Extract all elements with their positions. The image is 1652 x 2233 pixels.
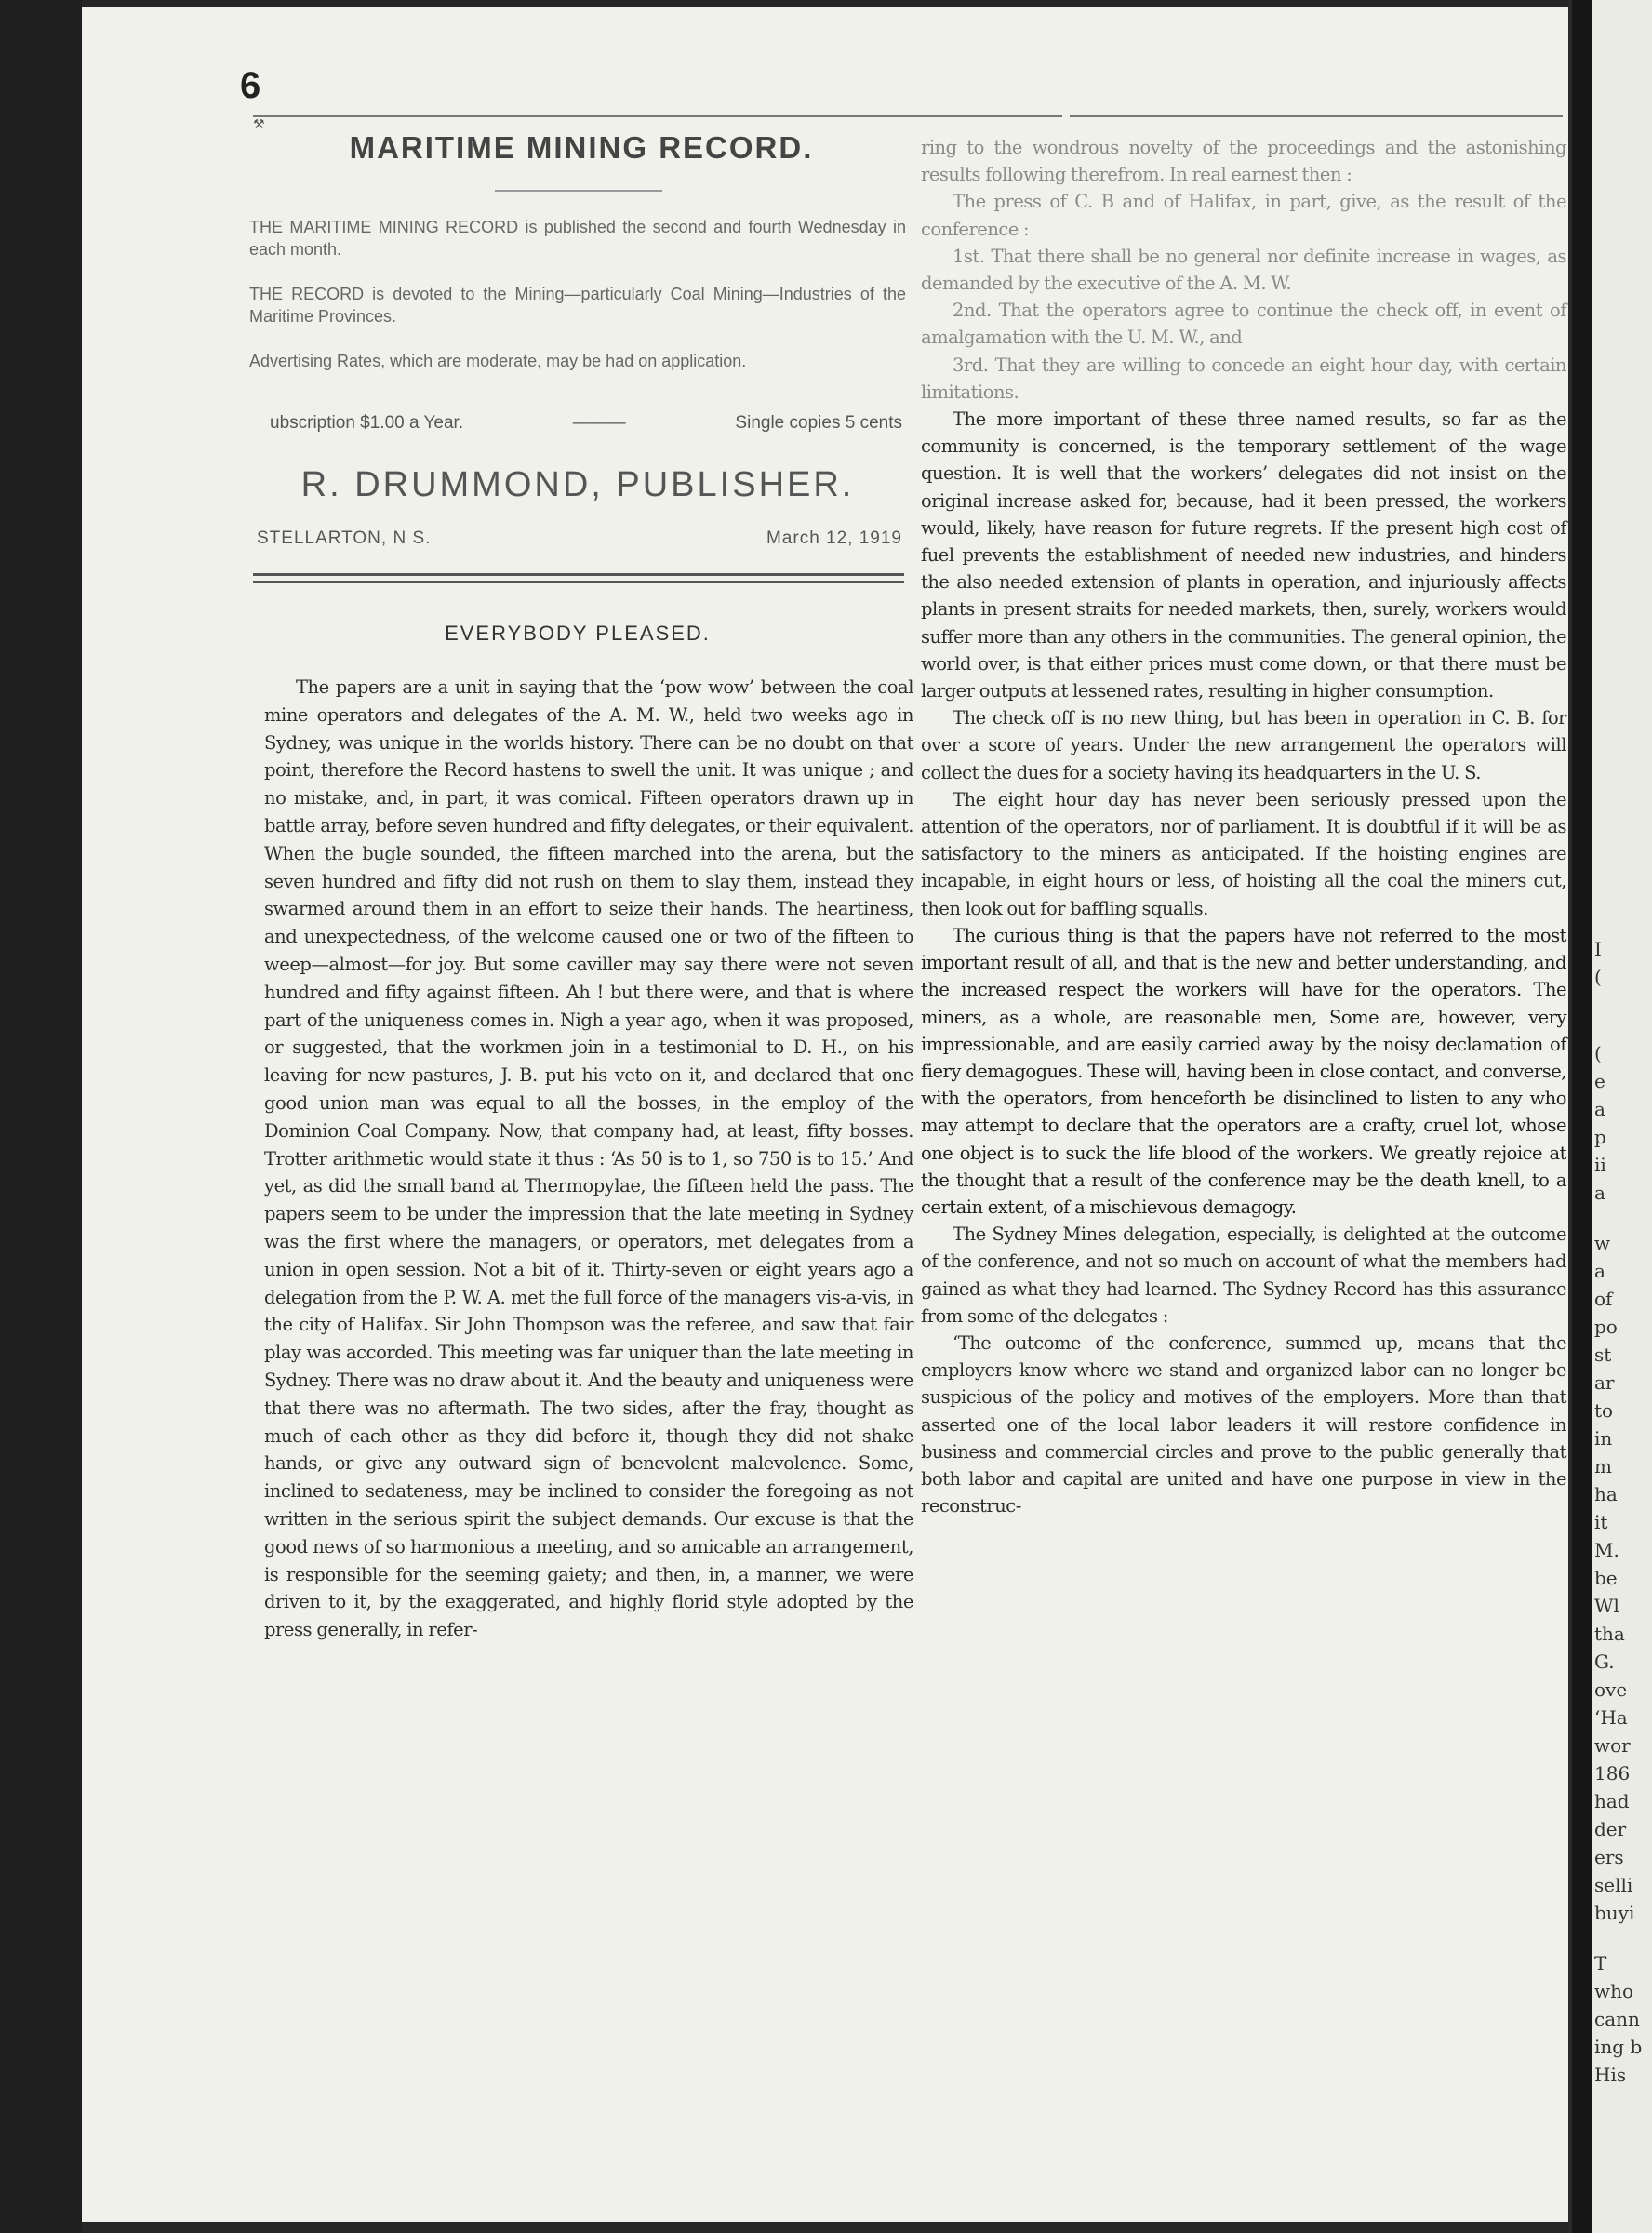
next-page-fragment: a [1594, 1182, 1605, 1204]
article-paragraph: The curious thing is that the papers have not referred to the most important result of all, and that is the new and better understanding, and the increased respect the workers will have for the operators. The miners, as a whole, are reasonable men, Some are, however, very impressionable, and are easily carried away by the noisy declamation of fiery demagogues. These will, having been in close contact, and converse, with the operators, from henceforth be disinclined to listen to any who may attempt to declare that the operators are a crafty, cruel lot, whose one object is to suck the life blood of the workers. We greatly rejoice at the thought that a result of the conference may be the death knell, to a certain extent, of a mischievous demagogy. [921, 924, 1566, 1218]
info-publication: THE MARITIME MINING RECORD is published the second and fourth Wednesday in each month. [249, 218, 906, 259]
next-page-fragment: buyi [1594, 1902, 1635, 1924]
info-devoted: THE RECORD is devoted to the Mining—particularly Coal Mining—Industries of the Maritime Provinces. [249, 285, 906, 326]
dateline [257, 528, 902, 549]
next-page-fragment: ha [1594, 1483, 1618, 1505]
next-page-fragment: a [1594, 1098, 1605, 1120]
next-page-fragment: p [1594, 1126, 1606, 1148]
next-page-fragment: ( [1594, 1042, 1602, 1064]
scan-frame-left [0, 0, 82, 2233]
next-page-fragment: M. [1594, 1539, 1619, 1561]
next-page-fragment: G. [1594, 1651, 1615, 1673]
next-page-fragment: had [1594, 1790, 1630, 1812]
masthead-double-rule-bottom [253, 581, 904, 583]
masthead-double-rule-top [253, 573, 904, 576]
masthead-rule [495, 190, 662, 192]
next-page-fragment: I [1594, 938, 1602, 960]
next-page-fragment: wor [1594, 1734, 1631, 1757]
article-headline: EVERYBODY PLEASED. [445, 622, 711, 645]
top-rule-left [253, 115, 1062, 117]
next-page-fragment: T [1594, 1952, 1607, 1974]
publisher-name: R. DRUMMOND, PUBLISHER. [300, 465, 855, 504]
article-column-left [264, 674, 913, 1644]
article-paragraph: ‘The outcome of the conference, summed up, means that the employers know where we stand and organized labor can no longer be suspicious of the policy and motives of the employers. More than that asserted one of the local labor leaders it will restore confidence in business and commercial circles and prove to the public generally that both labor and capital are united and have one purpose in view in the reconstruc- [921, 1331, 1566, 1518]
next-page-fragment: tha [1594, 1623, 1625, 1645]
next-page-fragment: be [1594, 1567, 1618, 1589]
next-page-fragment: w [1594, 1232, 1611, 1254]
subscription-line [270, 413, 902, 434]
next-page-fragment: der [1594, 1818, 1627, 1840]
next-page-fragment: 186 [1594, 1762, 1631, 1785]
article-paragraph: 2nd. That the operators agree to continue the check off, in event of amalgamation with the U. M. W., and [921, 300, 1566, 349]
next-page-fragment: of [1594, 1288, 1613, 1310]
next-page-fragment: po [1594, 1316, 1618, 1338]
issue-date: March 12, 1919 [766, 528, 902, 548]
next-page-edge [1592, 0, 1652, 2233]
next-page-fragment: m [1594, 1455, 1612, 1478]
article-column-right [921, 134, 1566, 1519]
corner-mark: ⚒ [253, 117, 265, 132]
article-paragraph: The press of C. B and of Halifax, in part, give, as the result of the conference : [921, 191, 1566, 240]
next-page-fragment: to [1594, 1399, 1614, 1422]
next-page-fragment: ( [1594, 966, 1602, 988]
next-page-fragment: ers [1594, 1846, 1624, 1868]
next-page-fragment: His [1594, 2064, 1627, 2086]
next-page-fragment: ar [1594, 1371, 1615, 1394]
next-page-fragment: selli [1594, 1874, 1633, 1896]
next-page-fragment: who [1594, 1980, 1634, 2002]
next-page-fragment: st [1594, 1344, 1612, 1366]
masthead-title: MARITIME MINING RECORD. [349, 130, 814, 165]
publisher-place: STELLARTON, N S. [257, 528, 432, 548]
article-paragraph: The eight hour day has never been seriously pressed upon the attention of the operators, nor of parliament. It is doubtful if it will be as satisfactory to the miners as anticipated. If the hoisting engines are incapable, in eight hours or less, of hoisting all the coal the miners cut, then look out for baffling squalls. [921, 788, 1566, 919]
article-paragraph: 1st. That there shall be no general nor definite increase in wages, as demanded by the executive of the A. M. W. [921, 245, 1566, 295]
article-paragraph: ring to the wondrous novelty of the proceedings and the astonishing results following therefrom. In real earnest then : [921, 137, 1566, 186]
next-page-fragment: e [1594, 1070, 1605, 1092]
top-rule-right [1070, 115, 1563, 117]
next-page-fragment: ‘Ha [1594, 1706, 1628, 1729]
next-page-fragment: it [1594, 1511, 1608, 1533]
next-page-fragment: in [1594, 1427, 1613, 1450]
info-advertising: Advertising Rates, which are moderate, may be had on application. [249, 352, 747, 370]
next-page-fragment: ove [1594, 1678, 1628, 1701]
article-paragraph: 3rd. That they are willing to concede an eight hour day, with certain limitations. [921, 354, 1566, 403]
next-page-fragment: cann [1594, 2008, 1640, 2030]
page-number: 6 [240, 65, 261, 106]
subscription-rate: ubscription $1.00 a Year. [270, 413, 464, 433]
book-gutter [1572, 0, 1592, 2233]
article-paragraph: The Sydney Mines delegation, especially, is delighted at the outcome of the conference, and not so much on account of what the members had gained as what they had learned. The Sydney Record has this assurance from some of the delegates : [921, 1223, 1566, 1327]
article-paragraph: The check off is no new thing, but has been in operation in C. B. for over a score of years. Under the new arrangement the operators will collect the dues for a society having its headquarters in the U. S. [921, 707, 1566, 783]
next-page-fragment: ing b [1594, 2036, 1643, 2058]
next-page-fragment: a [1594, 1260, 1605, 1282]
article-paragraph: The papers are a unit in saying that the ‘pow wow’ between the coal mine operators and delegates of the A. M. W., held two weeks ago in Sydney, was unique in the worlds history. There can be no doubt on that point, therefore the Record hastens to swell the unit. It was unique ; and no mistake, and, in part, it was comical. Fifteen operators drawn up in battle array, before seven hundred and fifty delegates, or their equivalent. When the bugle sounded, the fifteen marched into the arena, but the seven hundred and fifty did not rush on them to slay them, instead they swarmed around them in an effort to seize their hands. The heartiness, and unexpectedness, of the welcome caused one or two of the fifteen to weep—almost—for joy. But some caviller may say there were not seven hundred and fifty against fifteen. Ah ! but there were, and that is where part of the uniqueness comes in. Nigh a year ago, when it was proposed, or suggested, that the workmen join in a testimonial to D. H., on his leaving for new pastures, J. B. put his veto on it, and declared that one good union man was equal to all the bosses, in the employ of the Dominion Coal Company. Now, that company had, at least, fifty bosses. Trotter arithmetic would state it thus : ‘As 50 is to 1, so 750 is to 15.’ And yet, as did the small band at Thermopylae, the fifteen held the pass. The papers seem to be under the impression that the late meeting in Sydney was the first where the managers, or operators, met delegates from a union in open session. Not a bit of it. Thirty-seven or eight years ago a delegation from the P. W. A. met the full force of the managers vis-a-vis, in the city of Halifax. Sir John Thompson was the referee, and saw that fair play was accorded. This meeting was far uniquer than the late meeting in Sydney. There was no draw about it. And the beauty and uniqueness were that there was no aftermath. The two sides, after the fray, thought as much of each other as they did before it, though they did not shake hands, or give any outward sign of benevolent malevolence. Some, inclined to sedateness, may be inclined to consider the foregoing as not written in the serious spirit the subject demands. Our excuse is that the good news of so harmonious a meeting, and so amicable an arrangement, is responsible for the seeming gaiety; and then, in, a manner, we were driven to it, by the exaggerated, and highly florid style adopted by the press generally, in refer- [264, 676, 913, 1641]
next-page-fragment: Wl [1594, 1595, 1619, 1617]
separator-dash: ——— [572, 413, 626, 433]
article-paragraph: The more important of these three named results, so far as the community is concerned, is the temporary settlement of the wage question. It is well that the workers’ delegates did not insist on the original increase asked for, because, had it been pressed, the workers would, likely, have reason for future regrets. If the present high cost of fuel prevents the establishment of needed new industries, and hinders the also needed extension of plants in operation, and injuriously affects plants in present straits for needed markets, then, surely, workers would suffer more than any others in the communities. The general opinion, the world over, is that either prices must come down, or that there must be larger outputs at lessened rates, resulting in higher consumption. [921, 408, 1566, 702]
next-page-fragment: ii [1594, 1154, 1606, 1176]
single-copy-price: Single copies 5 cents [735, 413, 902, 433]
